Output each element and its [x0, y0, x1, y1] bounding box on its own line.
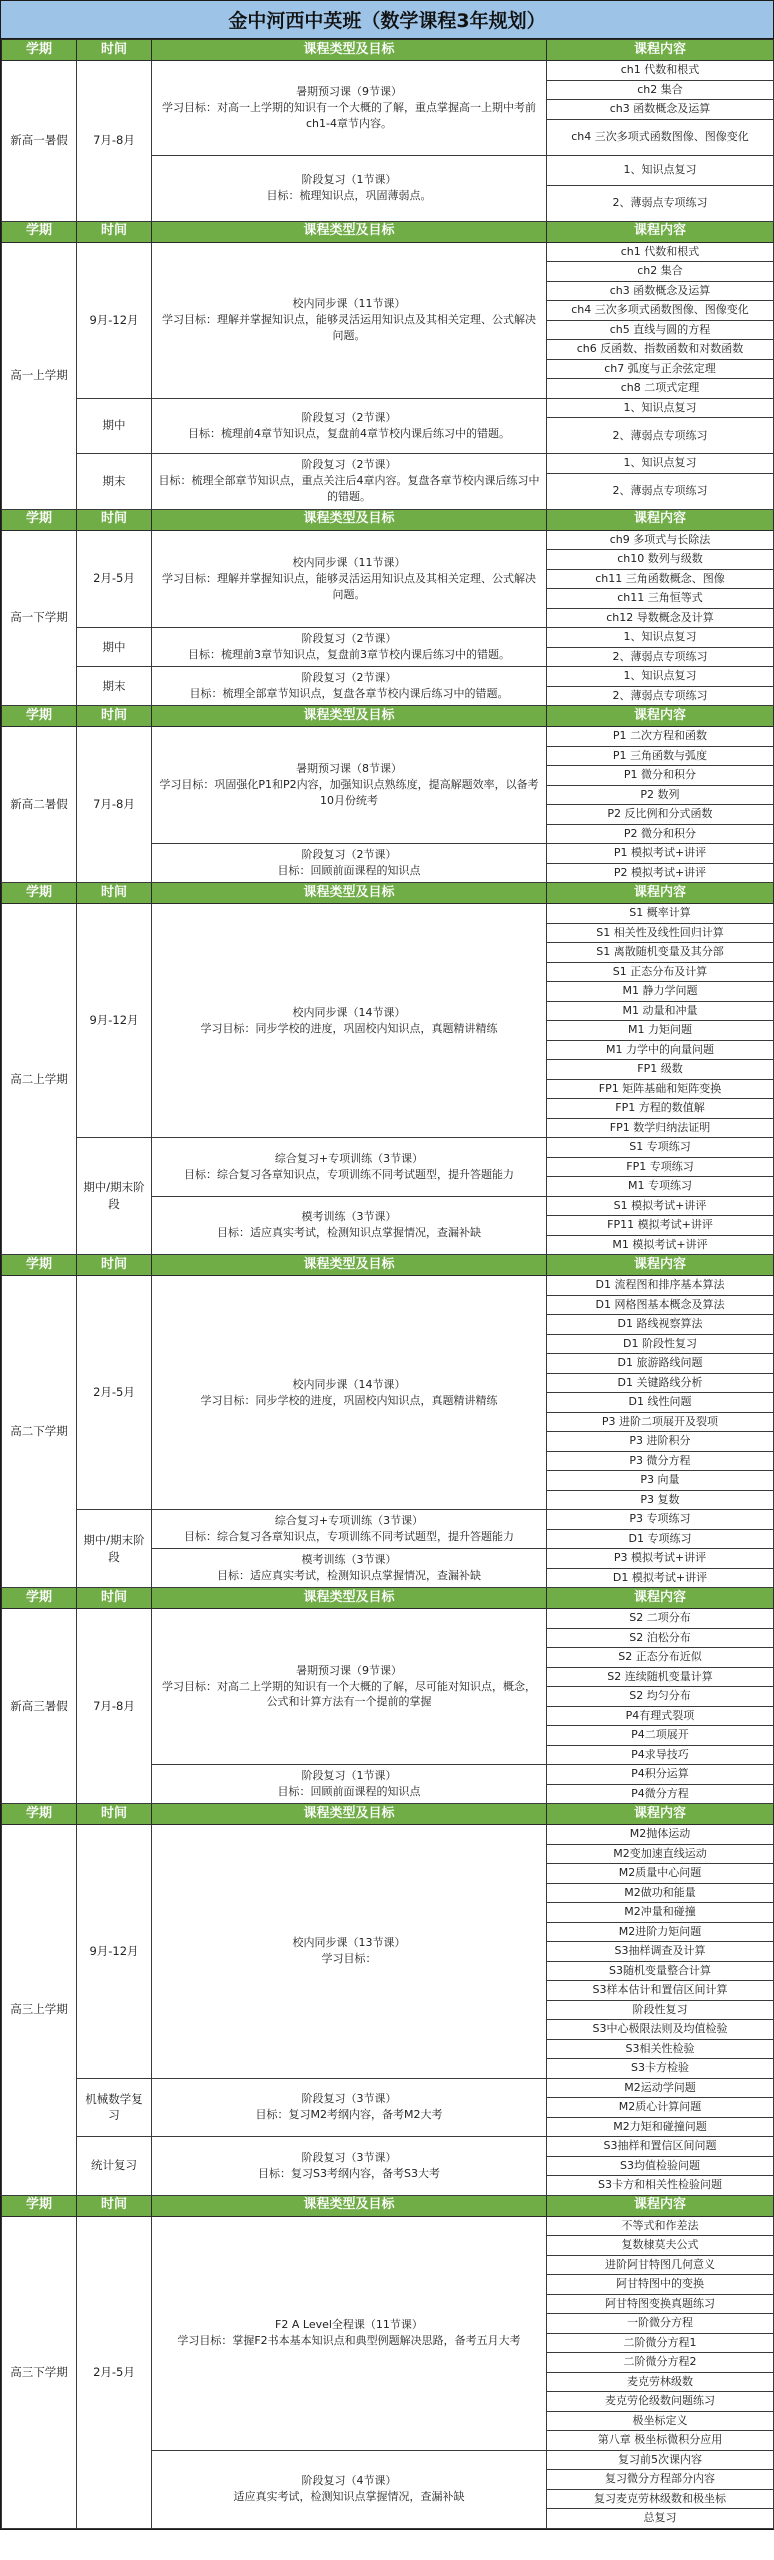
content-cell: M1 模拟考试+讲评	[547, 1235, 774, 1255]
course-type: 阶段复习（1节课）	[301, 1769, 397, 1783]
curriculum-table	[1, 39, 774, 2529]
table-row	[2, 1276, 774, 1296]
course-goal-cell	[152, 2078, 547, 2137]
content-cell: 阿甘特图中的变换	[547, 2275, 774, 2295]
course-type: 校内同步课（14节课）	[292, 1005, 406, 1019]
course-type: 阶段复习（2节课）	[301, 632, 397, 646]
content-cell: 2、薄弱点专项练习	[547, 647, 774, 667]
content-cell: 阶段性复习	[547, 2000, 774, 2020]
course-type: 阶段复习（3节课）	[301, 2150, 397, 2164]
time-cell: 9月-12月	[77, 904, 152, 1138]
header-time: 时间	[77, 1255, 152, 1276]
content-cell: 麦克劳伦级数问题练习	[547, 2392, 774, 2412]
course-goal-text: 目标：适应真实考试，检测知识点掌握情况，查漏补缺	[217, 1569, 481, 1582]
section-header-row	[2, 1255, 774, 1276]
content-cell: 复习麦克劳林级数和极坐标	[547, 2489, 774, 2509]
table-row	[2, 530, 774, 550]
header-content: 课程内容	[547, 706, 774, 727]
term-cell: 高一上学期	[2, 242, 77, 509]
content-cell: S3抽样调查及计算	[547, 1942, 774, 1962]
header-term: 学期	[2, 883, 77, 904]
course-goal-text: 学习目标：同步学校的进度，巩固校内知识点，真题精讲精练	[200, 1393, 498, 1407]
content-cell: P3 专项练习	[547, 1510, 774, 1530]
header-term: 学期	[2, 1804, 77, 1825]
course-type: 模考训练（3节课）	[301, 1553, 397, 1567]
content-cell: M1 静力学问题	[547, 982, 774, 1002]
time-cell: 机械数学复习	[77, 2078, 152, 2137]
content-cell: ch11 三角函数概念、图像	[547, 569, 774, 589]
content-cell: P3 微分方程	[547, 1451, 774, 1471]
course-type: 暑期预习课（9节课）	[296, 84, 402, 98]
table-row	[2, 2078, 774, 2098]
content-cell: 不等式和作差法	[547, 2216, 774, 2236]
time-cell: 统计复习	[77, 2137, 152, 2196]
content-cell: ch4 三次多项式函数图像、图像变化	[547, 301, 774, 321]
content-cell: ch4 三次多项式函数图像、图像变化	[547, 119, 774, 155]
header-course-goal: 课程类型及目标	[152, 1588, 547, 1609]
content-cell: D1 旅游路线问题	[547, 1354, 774, 1374]
content-cell: 麦克劳林级数	[547, 2372, 774, 2392]
section-header-row	[2, 2195, 774, 2216]
content-cell: 一阶微分方程	[547, 2314, 774, 2334]
content-cell: M2进阶力矩问题	[547, 1922, 774, 1942]
table-row	[2, 2137, 774, 2157]
term-cell: 高三上学期	[2, 1825, 77, 2196]
course-type: F2 A Level全程课（11节课）	[275, 2318, 423, 2332]
content-cell: P3 模拟考试+讲评	[547, 1549, 774, 1569]
course-goal-text: 目标：适应真实考试，检测知识点掌握情况，查漏补缺	[217, 1226, 481, 1240]
content-cell: S1 专项练习	[547, 1138, 774, 1158]
course-type: 校内同步课（11节课）	[292, 555, 406, 569]
course-goal-text: 学习目标：对高二上学期的知识有一个大概的了解，尽可能对知识点，概念，公式和计算方法有一个提前的掌握	[162, 1679, 536, 1709]
header-time: 时间	[77, 706, 152, 727]
content-cell: 2、薄弱点专项练习	[547, 185, 774, 221]
content-cell: S3卡方检验	[547, 2059, 774, 2079]
term-cell: 高三下学期	[2, 2216, 77, 2528]
content-cell: P3 进阶积分	[547, 1432, 774, 1452]
course-goal-text: 目标：综合复习各章知识点，专项训练不同考试题型，提升答题能力	[184, 1530, 514, 1543]
course-type: 阶段复习（1节课）	[301, 173, 397, 187]
content-cell: S2 均匀分布	[547, 1687, 774, 1707]
content-cell: FP11 模拟考试+讲评	[547, 1216, 774, 1236]
time-cell: 2月-5月	[77, 530, 152, 628]
content-cell: ch5 直线与圆的方程	[547, 320, 774, 340]
content-cell: ch9 多项式与长除法	[547, 530, 774, 550]
course-goal-cell	[152, 628, 547, 667]
course-goal-cell	[152, 1825, 547, 2079]
course-type: 综合复习+专项训练（3节课）	[274, 1151, 424, 1165]
course-goal-text: 学习目标：同步学校的进度，巩固校内知识点，真题精讲精练	[200, 1021, 498, 1035]
term-cell: 高一下学期	[2, 530, 77, 706]
course-type: 阶段复习（3节课）	[301, 2092, 397, 2106]
course-type: 模考训练（3节课）	[301, 1210, 397, 1224]
time-cell: 期中/期末阶段	[77, 1510, 152, 1588]
header-course-goal: 课程类型及目标	[152, 883, 547, 904]
content-cell: ch8 二项式定理	[547, 379, 774, 399]
content-cell: 第八章 极坐标微积分应用	[547, 2431, 774, 2451]
content-cell: 1、知识点复习	[547, 155, 774, 185]
time-cell: 2月-5月	[77, 1276, 152, 1510]
content-cell: M1 力学中的向量问题	[547, 1040, 774, 1060]
header-time: 时间	[77, 883, 152, 904]
header-course-goal: 课程类型及目标	[152, 2195, 547, 2216]
course-goal-text: 目标：复习M2考纲内容，备考M2大考	[255, 2108, 443, 2122]
header-term: 学期	[2, 509, 77, 530]
table-row	[2, 1138, 774, 1158]
time-cell: 9月-12月	[77, 1825, 152, 2079]
content-cell: P2 模拟考试+讲评	[547, 863, 774, 883]
header-content: 课程内容	[547, 2195, 774, 2216]
course-goal-text: 目标：梳理全部章节知识点，重点关注后4章内容。复盘各章节校内课后练习中的错题。	[158, 474, 540, 504]
header-content: 课程内容	[547, 221, 774, 242]
course-goal-text: 目标：梳理前3章节知识点，复盘前3章节校内课后练习中的错题。	[188, 648, 510, 661]
course-type: 阶段复习（4节课）	[301, 2474, 397, 2488]
table-row	[2, 61, 774, 81]
content-cell: S3均值检验问题	[547, 2156, 774, 2176]
content-cell: D1 关键路线分析	[547, 1373, 774, 1393]
table-row	[2, 1609, 774, 1629]
course-type: 暑期预习课（9节课）	[296, 1663, 402, 1677]
header-time: 时间	[77, 509, 152, 530]
content-cell: 复数棣莫夫公式	[547, 2236, 774, 2256]
section-header-row	[2, 509, 774, 530]
content-cell: 进阶阿甘特图几何意义	[547, 2255, 774, 2275]
header-content: 课程内容	[547, 883, 774, 904]
content-cell: ch3 函数概念及运算	[547, 100, 774, 120]
course-type: 校内同步课（13节课）	[292, 1936, 406, 1950]
content-cell: P1 三角函数与弧度	[547, 746, 774, 766]
course-goal-cell	[152, 2137, 547, 2196]
course-goal-text: 学习目标：巩固强化P1和P2内容，加强知识点熟练度，提高解题效率，以备考10月份统考	[159, 778, 539, 807]
header-course-goal: 课程类型及目标	[152, 221, 547, 242]
content-cell: 复习前5次课内容	[547, 2450, 774, 2470]
content-cell: D1 模拟考试+讲评	[547, 1568, 774, 1588]
content-cell: 2、薄弱点专项练习	[547, 473, 774, 509]
course-goal-text: 目标：梳理知识点，巩固薄弱点。	[266, 189, 432, 202]
content-cell: D1 线性问题	[547, 1393, 774, 1413]
header-time: 时间	[77, 1588, 152, 1609]
content-cell: 2、薄弱点专项练习	[547, 686, 774, 706]
content-cell: M1 动量和冲量	[547, 1001, 774, 1021]
course-goal-text: 目标：回顾前面课程的知识点	[277, 1785, 421, 1798]
content-cell: ch11 三角恒等式	[547, 589, 774, 609]
course-goal-cell	[152, 1549, 547, 1588]
content-cell: ch3 函数概念及运算	[547, 281, 774, 301]
header-time: 时间	[77, 2195, 152, 2216]
section-header-row	[2, 40, 774, 61]
content-cell: S3卡方和相关性检验问题	[547, 2176, 774, 2196]
content-cell: M2质心计算问题	[547, 2098, 774, 2118]
content-cell: M1 力矩问题	[547, 1021, 774, 1041]
content-cell: D1 专项练习	[547, 1529, 774, 1549]
course-goal-cell	[152, 1609, 547, 1765]
header-time: 时间	[77, 40, 152, 61]
course-type: 暑期预习课（8节课）	[296, 762, 402, 776]
content-cell: D1 网格图基本概念及算法	[547, 1295, 774, 1315]
table-row	[2, 667, 774, 687]
content-cell: P4求导技巧	[547, 1745, 774, 1765]
header-time: 时间	[77, 1804, 152, 1825]
table-row	[2, 628, 774, 648]
time-cell: 期中	[77, 398, 152, 454]
course-goal-text: 目标：梳理全部章节知识点，复盘各章节校内课后练习中的错题。	[189, 687, 509, 700]
header-content: 课程内容	[547, 1255, 774, 1276]
course-goal-text: 学习目标：对高一上学期的知识有一个大概的了解，重点掌握高一上期中考前ch1-4章节内容。	[162, 100, 536, 130]
content-cell: S3相关性检验	[547, 2039, 774, 2059]
content-cell: 二阶微分方程1	[547, 2333, 774, 2353]
content-cell: ch1 代数和根式	[547, 61, 774, 81]
content-cell: FP1 数学归纳法证明	[547, 1118, 774, 1138]
content-cell: ch1 代数和根式	[547, 242, 774, 262]
course-type: 校内同步课（14节课）	[292, 1377, 406, 1391]
header-course-goal: 课程类型及目标	[152, 1255, 547, 1276]
course-goal-cell	[152, 1765, 547, 1804]
content-cell: P4积分运算	[547, 1765, 774, 1785]
section-header-row	[2, 1804, 774, 1825]
course-goal-cell	[152, 904, 547, 1138]
table-row	[2, 454, 774, 474]
header-course-goal: 课程类型及目标	[152, 40, 547, 61]
content-cell: P2 数列	[547, 785, 774, 805]
course-goal-cell	[152, 2216, 547, 2450]
header-term: 学期	[2, 2195, 77, 2216]
content-cell: FP1 专项练习	[547, 1157, 774, 1177]
content-cell: M2力矩和碰撞问题	[547, 2117, 774, 2137]
content-cell: S2 连续随机变量计算	[547, 1667, 774, 1687]
content-cell: S3随机变量整合计算	[547, 1961, 774, 1981]
content-cell: S2 二项分布	[547, 1609, 774, 1629]
time-cell: 9月-12月	[77, 242, 152, 398]
content-cell: ch2 集合	[547, 80, 774, 100]
content-cell: M2做功和能量	[547, 1883, 774, 1903]
time-cell: 2月-5月	[77, 2216, 152, 2528]
course-goal-cell	[152, 844, 547, 883]
course-goal-cell	[152, 61, 547, 156]
header-time: 时间	[77, 221, 152, 242]
course-type: 阶段复习（2节课）	[301, 410, 397, 424]
course-goal-text: 目标：综合复习各章知识点，专项训练不同考试题型，提升答题能力	[184, 1167, 514, 1181]
content-cell: S1 模拟考试+讲评	[547, 1196, 774, 1216]
content-cell: ch12 导数概念及计算	[547, 608, 774, 628]
content-cell: FP1 矩阵基础和矩阵变换	[547, 1079, 774, 1099]
content-cell: S1 正态分布及计算	[547, 962, 774, 982]
course-type: 校内同步课（11节课）	[292, 297, 406, 311]
header-term: 学期	[2, 221, 77, 242]
course-goal-cell	[152, 1196, 547, 1255]
header-content: 课程内容	[547, 509, 774, 530]
header-content: 课程内容	[547, 1588, 774, 1609]
course-goal-cell	[152, 155, 547, 221]
table-row	[2, 1510, 774, 1530]
section-header-row	[2, 221, 774, 242]
content-cell: ch10 数列与级数	[547, 550, 774, 570]
content-cell: 1、知识点复习	[547, 667, 774, 687]
table-row	[2, 2216, 774, 2236]
time-cell: 期中/期末阶段	[77, 1138, 152, 1255]
course-type: 阶段复习（2节课）	[301, 671, 397, 685]
header-term: 学期	[2, 1255, 77, 1276]
course-goal-text: 学习目标：掌握F2书本基本知识点和典型例题解决思路，备考五月大考	[177, 2334, 521, 2347]
time-cell: 期末	[77, 454, 152, 510]
content-cell: M2运动学问题	[547, 2078, 774, 2098]
course-goal-text: 目标：复习S3考纲内容，备考S3大考	[258, 2166, 440, 2180]
term-cell: 新高一暑假	[2, 61, 77, 222]
course-goal-text: 学习目标：	[321, 1952, 377, 1966]
content-cell: M2变加速直线运动	[547, 1844, 774, 1864]
content-cell: S2 泊松分布	[547, 1628, 774, 1648]
course-goal-cell	[152, 398, 547, 454]
section-header-row	[2, 883, 774, 904]
course-goal-cell	[152, 2450, 547, 2528]
course-goal-cell	[152, 1510, 547, 1549]
content-cell: 总复习	[547, 2509, 774, 2529]
course-goal-text: 学习目标：理解并掌握知识点，能够灵活运用知识点及其相关定理、公式解决问题。	[162, 571, 536, 601]
content-cell: M2抛体运动	[547, 1825, 774, 1845]
content-cell: 二阶微分方程2	[547, 2353, 774, 2373]
time-cell: 7月-8月	[77, 727, 152, 883]
content-cell: ch6 反函数、指数函数和对数函数	[547, 340, 774, 360]
course-goal-text: 学习目标：理解并掌握知识点，能够灵活运用知识点及其相关定理、公式解决问题。	[162, 313, 536, 342]
course-goal-cell	[152, 1276, 547, 1510]
content-cell: P4二项展开	[547, 1726, 774, 1746]
table-row	[2, 398, 774, 418]
course-type: 阶段复习（2节课）	[301, 458, 397, 472]
content-cell: P2 微分和积分	[547, 824, 774, 844]
header-course-goal: 课程类型及目标	[152, 1804, 547, 1825]
time-cell: 7月-8月	[77, 61, 152, 222]
time-cell: 期中	[77, 628, 152, 667]
time-cell: 期末	[77, 667, 152, 706]
content-cell: M1 专项练习	[547, 1177, 774, 1197]
course-goal-text: 适应真实考试，检测知识点掌握情况，查漏补缺	[233, 2490, 465, 2503]
header-content: 课程内容	[547, 40, 774, 61]
header-content: 课程内容	[547, 1804, 774, 1825]
content-cell: 阿甘特图变换真题练习	[547, 2294, 774, 2314]
content-cell: P1 模拟考试+讲评	[547, 844, 774, 864]
content-cell: 2、薄弱点专项练习	[547, 418, 774, 454]
content-cell: P1 二次方程和函数	[547, 727, 774, 747]
content-cell: S3抽样和置信区间问题	[547, 2137, 774, 2157]
course-type: 阶段复习（2节课）	[301, 848, 397, 862]
course-goal-cell	[152, 242, 547, 398]
header-term: 学期	[2, 1588, 77, 1609]
course-type: 综合复习+专项训练（3节课）	[274, 1514, 424, 1528]
content-cell: ch2 集合	[547, 262, 774, 282]
content-cell: S1 概率计算	[547, 904, 774, 924]
content-cell: 复习微分方程部分内容	[547, 2470, 774, 2490]
course-goal-text: 目标：回顾前面课程的知识点	[277, 864, 421, 877]
header-term: 学期	[2, 706, 77, 727]
page-title: 金中河西中英班（数学课程3年规划）	[1, 0, 773, 39]
content-cell: S3中心极限法则及均值检验	[547, 2020, 774, 2040]
time-cell: 7月-8月	[77, 1609, 152, 1804]
content-cell: 1、知识点复习	[547, 454, 774, 474]
content-cell: M2质量中心问题	[547, 1864, 774, 1884]
content-cell: ch7 弧度与正余弦定理	[547, 359, 774, 379]
table-row	[2, 242, 774, 262]
course-goal-cell	[152, 454, 547, 510]
term-cell: 新高二暑假	[2, 727, 77, 883]
table-row	[2, 904, 774, 924]
course-goal-cell	[152, 727, 547, 844]
table-row	[2, 1825, 774, 1845]
content-cell: S3样本估计和置信区间计算	[547, 1981, 774, 2001]
section-header-row	[2, 706, 774, 727]
content-cell: D1 流程图和排序基本算法	[547, 1276, 774, 1296]
section-header-row	[2, 1588, 774, 1609]
content-cell: P4有理式裂项	[547, 1706, 774, 1726]
term-cell: 高二上学期	[2, 904, 77, 1255]
content-cell: P3 向量	[547, 1471, 774, 1491]
content-cell: 1、知识点复习	[547, 398, 774, 418]
content-cell: 极坐标定义	[547, 2411, 774, 2431]
course-goal-text: 目标：梳理前4章节知识点，复盘前4章节校内课后练习中的错题。	[188, 426, 510, 440]
content-cell: S2 正态分布近似	[547, 1648, 774, 1668]
content-cell: P1 微分和积分	[547, 766, 774, 786]
course-goal-cell	[152, 667, 547, 706]
content-cell: P4微分方程	[547, 1784, 774, 1804]
content-cell: M2冲量和碰撞	[547, 1903, 774, 1923]
content-cell: FP1 方程的数值解	[547, 1099, 774, 1119]
header-course-goal: 课程类型及目标	[152, 706, 547, 727]
content-cell: S1 离散随机变量及其分部	[547, 943, 774, 963]
content-cell: 1、知识点复习	[547, 628, 774, 648]
term-cell: 新高三暑假	[2, 1609, 77, 1804]
course-goal-cell	[152, 530, 547, 628]
table-row	[2, 727, 774, 747]
header-course-goal: 课程类型及目标	[152, 509, 547, 530]
header-term: 学期	[2, 40, 77, 61]
content-cell: P3 进阶二项展开及裂项	[547, 1412, 774, 1432]
content-cell: S1 相关性及线性回归计算	[547, 923, 774, 943]
content-cell: P2 反比例和分式函数	[547, 805, 774, 825]
content-cell: P3 复数	[547, 1490, 774, 1510]
content-cell: D1 阶段性复习	[547, 1334, 774, 1354]
course-goal-cell	[152, 1138, 547, 1197]
content-cell: D1 路线视察算法	[547, 1315, 774, 1335]
content-cell: FP1 级数	[547, 1060, 774, 1080]
term-cell: 高二下学期	[2, 1276, 77, 1588]
